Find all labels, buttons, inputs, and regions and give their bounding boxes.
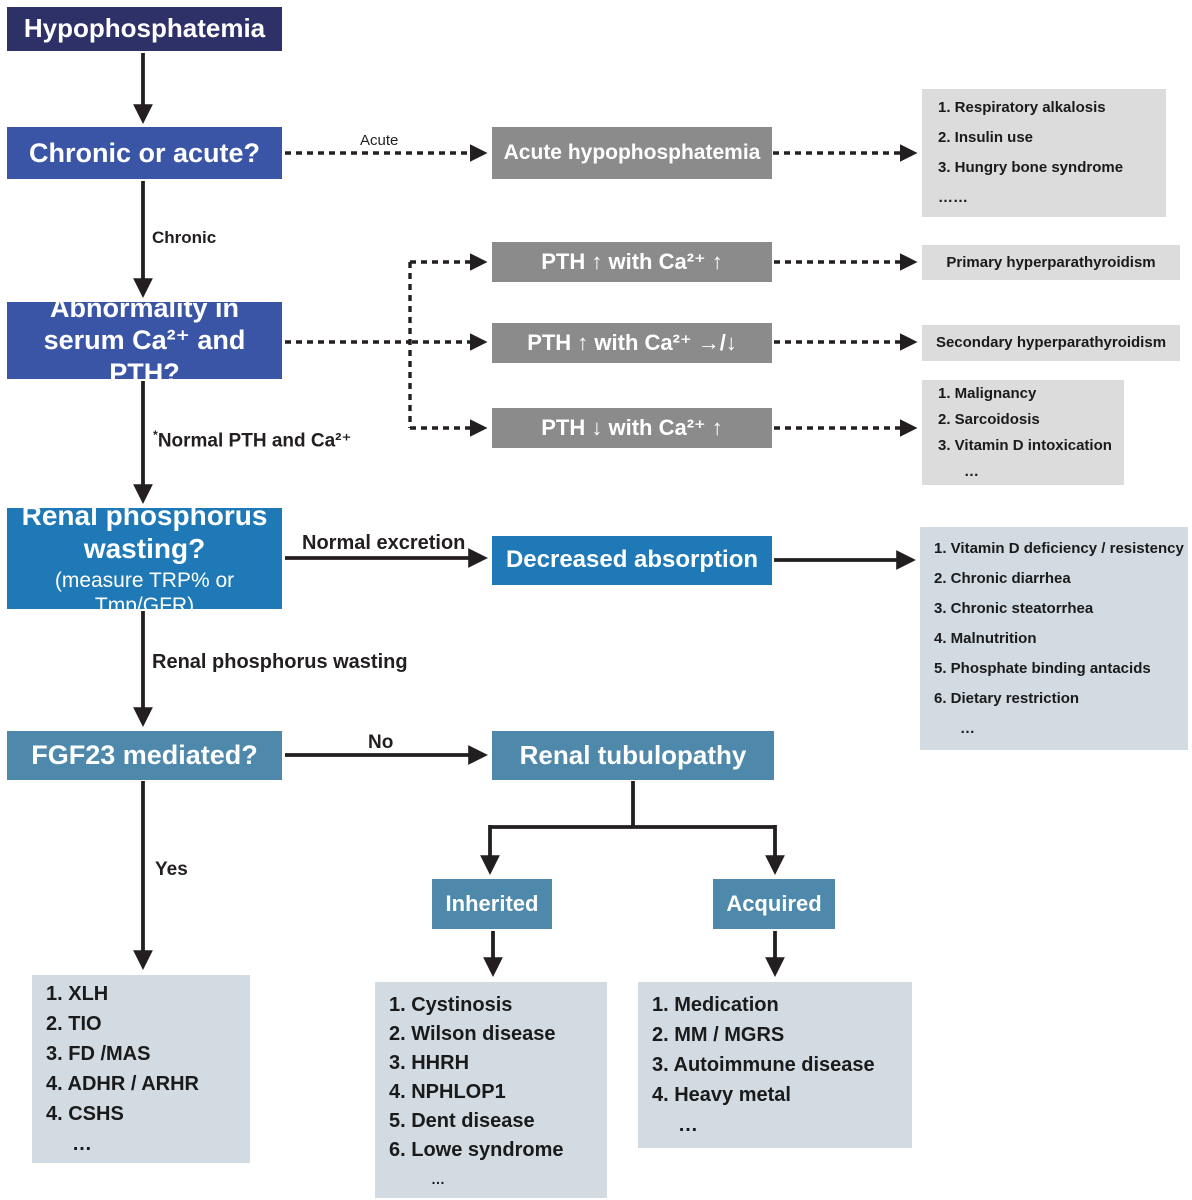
node-primary-hyperparathyroidism [922,245,1180,280]
node-label-line1: Abnormality in [49,292,239,323]
node-inherited [432,879,552,929]
node-label: Primary hyperparathyroidism [946,253,1156,271]
list-absorption-causes [920,527,1188,750]
list-item: … [960,719,975,737]
list-item: … [72,1133,92,1155]
list-item: 3. Hungry bone syndrome [938,159,1124,176]
list-item: 5. Dent disease [389,1109,535,1132]
list-item: 1. Medication [652,994,779,1016]
node-fgf23-mediated [7,731,282,780]
node-acute-hypophosphatemia [492,127,772,179]
edge-label-renal-phosphorus-wasting: Renal phosphorus wasting [152,651,408,673]
list-item: 4. Heavy metal [652,1084,791,1106]
list-item: 1. Cystinosis [389,993,513,1016]
edge-label-yes: Yes [155,859,188,880]
node-pth-down-ca-up [492,408,772,448]
node-label: FGF23 mediated? [31,740,258,771]
node-renal-phosphorus-wasting [7,499,282,618]
list-item: 2. Chronic diarrhea [934,569,1071,587]
list-item: … [964,462,979,480]
node-abnormality-ca-pth [7,292,282,388]
list-item: 2. MM / MGRS [652,1024,785,1046]
list-item: 3. HHRH [389,1051,470,1074]
list-item: 3. Autoimmune disease [652,1054,875,1076]
node-chronic-or-acute [7,127,282,179]
list-item: 1. XLH [46,983,109,1005]
list-item: 2. Insulin use [938,129,1034,146]
node-label-line2: serum Ca²⁺ and PTH? [43,325,246,388]
list-item: 6. Dietary restriction [934,689,1080,707]
list-item: …… [938,189,968,206]
node-label: Acquired [726,890,822,916]
node-acquired [713,879,835,929]
node-hypophosphatemia [7,7,282,51]
node-label: Acute hypophosphatemia [503,141,761,165]
list-item: 4. Malnutrition [934,629,1037,647]
list-pth-down-causes [922,380,1124,485]
node-label: PTH ↓ with Ca²⁺ ↑ [541,414,723,440]
list-item: 1. Malignancy [938,384,1037,402]
edge-label-no: No [368,732,394,753]
list-acquired-causes [638,982,912,1148]
node-pth-up-ca-normal-or-down [492,323,772,363]
edge-label-normal-excretion: Normal excretion [302,532,466,554]
node-label: Secondary hyperparathyroidism [935,334,1167,351]
list-inherited-causes [375,982,607,1198]
node-label-line1: Renal phosphorus [21,499,268,531]
list-item: 3. Vitamin D intoxication [938,436,1112,454]
list-item: 2. TIO [46,1013,102,1035]
node-decreased-absorption [492,536,772,585]
list-item: 5. Phosphate binding antacids [934,659,1151,677]
node-label-line2: wasting? [83,533,206,565]
list-item: 1. Respiratory alkalosis [938,99,1106,116]
list-item: 4. ADHR / ARHR [46,1073,199,1095]
node-label: Decreased absorption [505,546,759,574]
node-secondary-hyperparathyroidism [922,325,1180,361]
list-item: 4. CSHS [46,1103,124,1125]
node-label: Chronic or acute? [28,137,261,168]
edge-label-acute: Acute [360,132,399,149]
footnote-text: Normal PTH and Ca²⁺ [157,430,352,452]
list-item: 3. Chronic steatorrhea [934,599,1094,617]
list-item: 4. NPHLOP1 [389,1080,506,1103]
node-label: PTH ↑ with Ca²⁺ ↑ [541,248,723,274]
edge-label-chronic: Chronic [152,228,217,247]
list-item: … [678,1114,698,1136]
node-renal-tubulopathy [492,731,774,780]
list-item: 3. FD /MAS [46,1043,151,1065]
node-label: Inherited [445,890,539,916]
footnote-asterisk: * [153,428,158,442]
node-label: Renal tubulopathy [519,739,747,770]
list-item: … [431,1170,447,1187]
node-label: Hypophosphatemia [23,13,266,44]
list-item: 6. Lowe syndrome [389,1138,564,1161]
edge-label-normal-pth-footnote [153,428,352,452]
list-fgf23-mediated-causes [32,975,250,1163]
list-item: 1. Vitamin D deficiency / resistency [934,539,1184,557]
list-acute-causes [922,89,1166,217]
list-item: 2. Wilson disease [389,1022,556,1045]
node-sublabel: (measure TRP% or Tmp/GFR) [54,568,235,618]
list-item: 2. Sarcoidosis [938,410,1040,428]
node-label: PTH ↑ with Ca²⁺ →/↓ [527,329,737,355]
node-pth-up-ca-up [492,242,772,282]
